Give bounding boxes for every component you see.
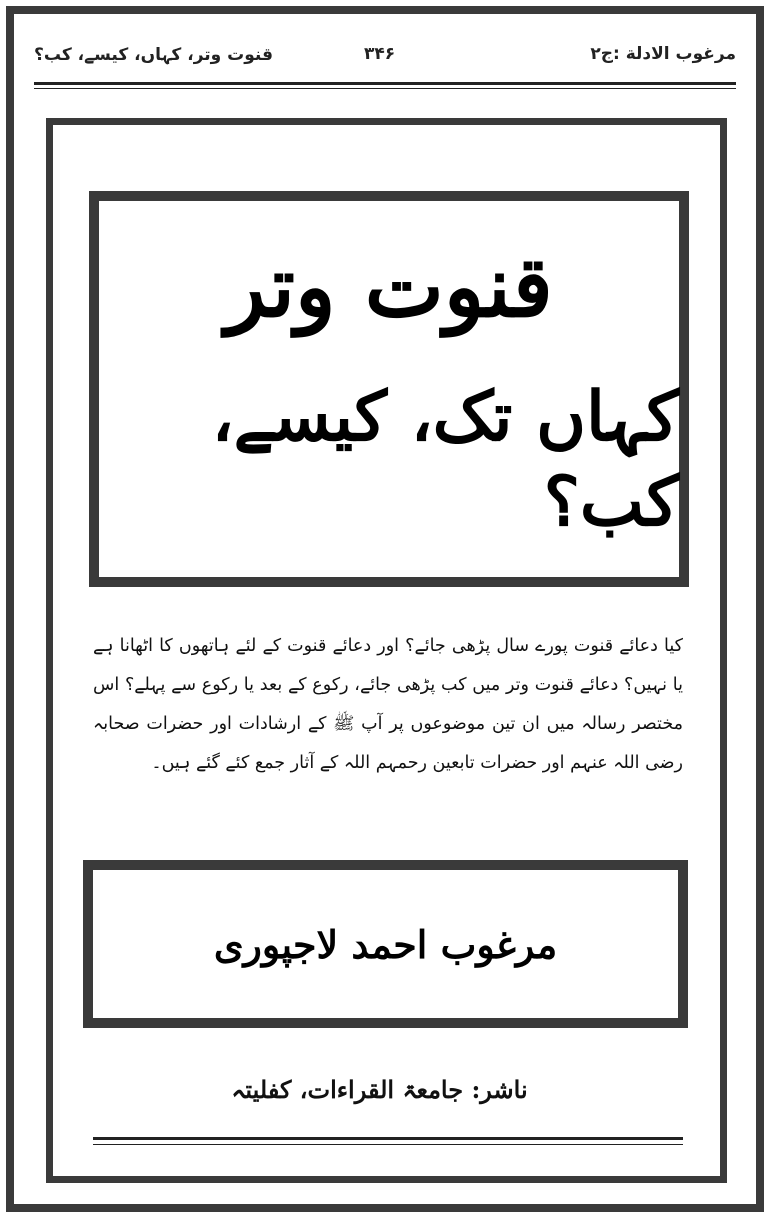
title-box [89, 191, 689, 587]
page-header [34, 34, 736, 74]
footer-rule-thick [93, 1137, 683, 1140]
page-outer-frame [6, 6, 764, 1212]
footer-rule-thin [93, 1144, 683, 1145]
publisher-line: ناشر: جامعۃ القراءات، کفلیتہ [231, 1075, 528, 1104]
header-book-title: مرغوب الادلة :ج۲ [590, 44, 736, 64]
header-page-number: ۳۴۶ [364, 44, 396, 64]
author-name: مرغوب احمد لاجپوری [213, 921, 558, 967]
header-rule-thick [34, 82, 736, 85]
cover-title: قنوت وتر [225, 236, 553, 336]
cover-frame [46, 118, 727, 1183]
cover-subtitle: کہاں تک، کیسے، کب؟ [211, 376, 679, 542]
header-rule-thin [34, 88, 736, 89]
author-box [83, 860, 688, 1028]
header-running-title: قنوت وتر، کہاں، کیسے، کب؟ [34, 45, 273, 65]
cover-description: کیا دعائے قنوت پورے سال پڑھی جائے؟ اور دعائے قنوت کے لئے ہاتھوں کا اٹھانا ہے یا نہیں؟ دعائے قنوت وتر میں کب پڑھی جائے، رکوع کے بعد یا رکوع سے پہلے؟ اس مختصر رسالہ میں ان تین موضوعوں پر آپ ﷺ کے ارشادات اور حضرات صحابہ رضی اللہ عنہم اور حضرات تابعین رحمہم اللہ کے آثار جمع کئے گئے ہیں۔ [93, 636, 683, 773]
